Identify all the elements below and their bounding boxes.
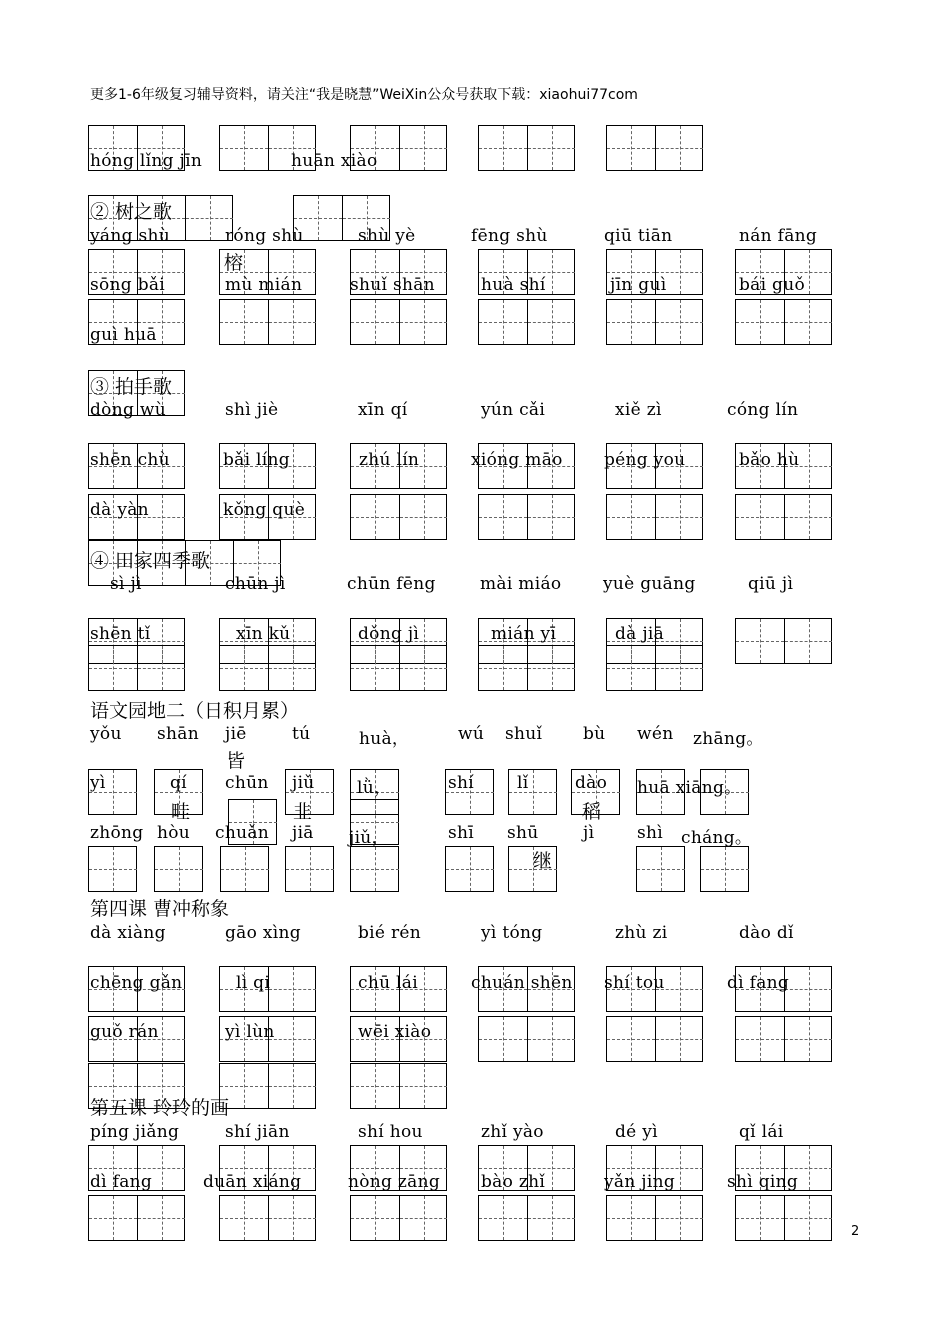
tianzige-cell: [637, 847, 685, 891]
tianzige-cell: [527, 495, 575, 539]
pinyin-label: duān xiáng: [203, 1172, 302, 1192]
pinyin-label: dào dǐ: [739, 923, 794, 943]
pinyin-label: bào zhǐ: [481, 1172, 546, 1192]
tianzige-cell: [736, 619, 784, 663]
tianzige-cell: [479, 646, 527, 690]
section-title: 第四课 曹冲称象: [90, 898, 230, 920]
pinyin-label: shuǐ shān: [350, 275, 435, 295]
tianzige-box[interactable]: [220, 846, 269, 892]
tianzige-box[interactable]: [606, 645, 703, 691]
pinyin-label: shù yè: [358, 226, 416, 246]
tianzige-cell: [220, 300, 268, 344]
tianzige-cell: [351, 300, 399, 344]
pinyin-label: chūn jì: [225, 574, 286, 594]
pinyin-label: shuǐ: [505, 724, 543, 744]
pinyin-label: shū: [507, 823, 539, 843]
pinyin-label: chūn: [225, 773, 269, 793]
tianzige-box[interactable]: [350, 299, 447, 345]
tianzige-cell: [268, 646, 316, 690]
pinyin-label: zhú lín: [359, 450, 420, 470]
pinyin-label: cháng。: [681, 828, 753, 848]
pinyin-label: xīn qí: [358, 400, 408, 420]
pinyin-label: tú: [292, 724, 311, 744]
pinyin-label: bù: [583, 724, 606, 744]
pinyin-label: xióng māo: [471, 450, 563, 470]
tianzige-cell: [399, 126, 447, 170]
pinyin-label: shí: [448, 773, 475, 793]
character-label: 皆: [226, 750, 246, 772]
tianzige-cell: [736, 300, 784, 344]
pinyin-label: huā xiāng。: [637, 778, 742, 798]
tianzige-cell: [268, 967, 316, 1011]
pinyin-label: mù mián: [225, 275, 303, 295]
tianzige-box[interactable]: [478, 299, 575, 345]
section-title: ② 树之歌: [90, 201, 173, 223]
pinyin-label: bǎo hù: [739, 450, 800, 470]
tianzige-cell: [268, 1196, 316, 1240]
tianzige-box[interactable]: [88, 846, 137, 892]
tianzige-box[interactable]: [735, 299, 832, 345]
pinyin-label: dà yàn: [90, 500, 149, 520]
pinyin-label: yì lùn: [225, 1022, 275, 1042]
pinyin-label: guì huā: [90, 325, 157, 345]
tianzige-box[interactable]: [606, 494, 703, 540]
pinyin-label: xiě zì: [615, 400, 662, 420]
pinyin-label: jiǔ，: [349, 828, 389, 848]
pinyin-label: dé yì: [615, 1122, 658, 1142]
character-label: 榕: [224, 252, 244, 274]
tianzige-cell: [527, 1017, 575, 1061]
tianzige-box[interactable]: [88, 1195, 185, 1241]
tianzige-cell: [220, 126, 268, 170]
tianzige-cell: [607, 1196, 655, 1240]
section-title: 语文园地二（日积月累）: [90, 700, 300, 722]
tianzige-cell: [137, 646, 185, 690]
tianzige-box[interactable]: [478, 494, 575, 540]
pinyin-label: róng shù: [225, 226, 304, 246]
tianzige-cell: [527, 300, 575, 344]
tianzige-cell: [446, 847, 494, 891]
pinyin-label: dào: [575, 773, 608, 793]
tianzige-box[interactable]: [350, 846, 399, 892]
tianzige-cell: [655, 300, 703, 344]
tianzige-cell: [351, 1196, 399, 1240]
tianzige-cell: [607, 300, 655, 344]
pinyin-label: péng you: [604, 450, 686, 470]
section-title: 第五课 玲玲的画: [90, 1097, 230, 1119]
tianzige-box[interactable]: [88, 645, 185, 691]
pinyin-label: yì tóng: [481, 923, 543, 943]
pinyin-label: bǎi líng: [223, 450, 290, 470]
pinyin-label: zhǐ yào: [481, 1122, 544, 1142]
pinyin-label: huà shí: [481, 275, 546, 295]
pinyin-label: huān xiào: [291, 151, 378, 171]
tianzige-cell: [655, 1017, 703, 1061]
tianzige-cell: [221, 847, 269, 891]
tianzige-box[interactable]: [735, 1016, 832, 1062]
tianzige-cell: [268, 300, 316, 344]
tianzige-cell: [399, 495, 447, 539]
pinyin-label: dǒng jì: [358, 624, 420, 644]
pinyin-label: shì qing: [727, 1172, 799, 1192]
tianzige-cell: [736, 1017, 784, 1061]
tianzige-box[interactable]: [285, 846, 334, 892]
tianzige-cell: [607, 495, 655, 539]
pinyin-label: sì jì: [110, 574, 142, 594]
tianzige-cell: [784, 967, 832, 1011]
tianzige-cell: [220, 1196, 268, 1240]
tianzige-box[interactable]: [735, 618, 832, 664]
tianzige-box[interactable]: [700, 846, 749, 892]
pinyin-label: gāo xìng: [225, 923, 301, 943]
pinyin-label: jiē: [225, 724, 247, 744]
tianzige-box[interactable]: [219, 645, 316, 691]
pinyin-label: lǜ，: [357, 778, 392, 798]
tianzige-cell: [89, 646, 137, 690]
pinyin-label: wén: [637, 724, 674, 744]
tianzige-box[interactable]: [606, 1195, 703, 1241]
pinyin-label: jì: [583, 823, 595, 843]
pinyin-label: shì: [637, 823, 664, 843]
pinyin-label: mài miáo: [480, 574, 562, 594]
tianzige-cell: [479, 1017, 527, 1061]
pinyin-label: zhōng: [90, 823, 144, 843]
tianzige-cell: [155, 847, 203, 891]
pinyin-label: yuè guāng: [603, 574, 696, 594]
pinyin-label: yǎn jing: [604, 1172, 676, 1192]
tianzige-cell: [399, 300, 447, 344]
pinyin-label: chūn fēng: [347, 574, 436, 594]
pinyin-label: shí jiān: [225, 1122, 290, 1142]
pinyin-label: huà，: [359, 729, 410, 749]
pinyin-label: wú: [458, 724, 485, 744]
tianzige-box[interactable]: [478, 125, 575, 171]
tianzige-box[interactable]: [508, 769, 557, 815]
tianzige-cell: [220, 646, 268, 690]
pinyin-label: yáng shù: [90, 226, 170, 246]
tianzige-cell: [607, 126, 655, 170]
tianzige-box[interactable]: [478, 1016, 575, 1062]
pinyin-label: zhāng。: [693, 729, 764, 749]
pinyin-label: chuǎn: [215, 823, 270, 843]
pinyin-label: shī: [448, 823, 475, 843]
tianzige-box[interactable]: [735, 1195, 832, 1241]
tianzige-box[interactable]: [350, 1195, 447, 1241]
pinyin-label: yì: [90, 773, 106, 793]
tianzige-box[interactable]: [735, 494, 832, 540]
tianzige-cell: [655, 126, 703, 170]
pinyin-label: cóng lín: [727, 400, 799, 420]
pinyin-label: jiā: [292, 823, 314, 843]
section-title: ④ 田家四季歌: [90, 550, 211, 572]
tianzige-cell: [607, 646, 655, 690]
tianzige-cell: [268, 1017, 316, 1061]
tianzige-box[interactable]: [478, 1195, 575, 1241]
pinyin-label: jīn guì: [610, 275, 667, 295]
tianzige-cell: [607, 1017, 655, 1061]
pinyin-label: shēn tǐ: [90, 624, 151, 644]
pinyin-label: dà xiàng: [90, 923, 166, 943]
tianzige-cell: [351, 1064, 399, 1108]
tianzige-box[interactable]: [606, 299, 703, 345]
character-label: 韭: [293, 801, 313, 823]
tianzige-cell: [351, 495, 399, 539]
tianzige-cell: [137, 1196, 185, 1240]
pinyin-label: dì fang: [727, 973, 790, 993]
pinyin-label: qǐ lái: [739, 1122, 784, 1142]
page-number: 2: [851, 1224, 860, 1239]
pinyin-label: nán fāng: [739, 226, 818, 246]
pinyin-label: píng jiǎng: [90, 1122, 180, 1142]
tianzige-cell: [479, 300, 527, 344]
tianzige-box[interactable]: [606, 125, 703, 171]
character-label: 畦: [171, 801, 191, 823]
tianzige-box[interactable]: [219, 1063, 316, 1109]
pinyin-label: yǒu: [90, 724, 122, 744]
pinyin-label: qí: [170, 773, 187, 793]
tianzige-cell: [399, 1196, 447, 1240]
tianzige-cell: [736, 495, 784, 539]
tianzige-cell: [399, 646, 447, 690]
pinyin-label: chuán shēn: [471, 973, 573, 993]
tianzige-box[interactable]: [350, 494, 447, 540]
pinyin-label: nòng zāng: [348, 1172, 441, 1192]
pinyin-label: chū lái: [358, 973, 418, 993]
tianzige-box[interactable]: [154, 846, 203, 892]
pinyin-label: shēn chù: [90, 450, 170, 470]
tianzige-box[interactable]: [636, 846, 685, 892]
tianzige-cell: [527, 126, 575, 170]
pinyin-label: sōng bǎi: [90, 275, 166, 295]
pinyin-label: chēng gǎn: [90, 973, 183, 993]
pinyin-label: dòng wù: [90, 400, 166, 420]
pinyin-label: qiū tiān: [604, 226, 673, 246]
pinyin-label: hóng lǐng jīn: [90, 151, 203, 171]
character-label: 继: [533, 850, 553, 872]
pinyin-label: hòu: [157, 823, 191, 843]
tianzige-cell: [784, 619, 832, 663]
pinyin-label: lǐ: [517, 773, 529, 793]
page-header: 更多1-6年级复习辅导资料，请关注“我是晓慧”WeiXin公众号获取下载：xiaohui77com: [90, 87, 638, 103]
pinyin-label: shí tou: [604, 973, 665, 993]
tianzige-cell: [655, 1196, 703, 1240]
pinyin-label: lì qi: [236, 973, 271, 993]
tianzige-box[interactable]: [478, 645, 575, 691]
tianzige-cell: [655, 495, 703, 539]
pinyin-label: dì fang: [90, 1172, 153, 1192]
pinyin-label: mián yī: [491, 624, 557, 644]
pinyin-label: zhù zi: [615, 923, 668, 943]
pinyin-label: shì jiè: [225, 400, 279, 420]
pinyin-label: fēng shù: [471, 226, 548, 246]
tianzige-cell: [655, 646, 703, 690]
pinyin-label: bié rén: [358, 923, 422, 943]
pinyin-label: dà jiā: [615, 624, 665, 644]
tianzige-cell: [784, 1017, 832, 1061]
tianzige-cell: [399, 1064, 447, 1108]
tianzige-cell: [784, 300, 832, 344]
tianzige-cell: [351, 646, 399, 690]
tianzige-box[interactable]: [606, 1016, 703, 1062]
tianzige-box[interactable]: [350, 645, 447, 691]
tianzige-cell: [784, 495, 832, 539]
pinyin-label: shān: [157, 724, 199, 744]
tianzige-cell: [89, 847, 137, 891]
tianzige-cell: [89, 1196, 137, 1240]
tianzige-cell: [479, 1196, 527, 1240]
pinyin-label: xīn kǔ: [236, 624, 291, 644]
pinyin-label: bái guǒ: [739, 275, 806, 295]
pinyin-label: wēi xiào: [358, 1022, 432, 1042]
tianzige-box[interactable]: [445, 846, 494, 892]
tianzige-box[interactable]: [219, 299, 316, 345]
tianzige-cell: [784, 1196, 832, 1240]
tianzige-cell: [701, 847, 749, 891]
tianzige-cell: [268, 1064, 316, 1108]
pinyin-label: guǒ rán: [90, 1022, 159, 1042]
tianzige-cell: [286, 847, 334, 891]
tianzige-cell: [527, 1196, 575, 1240]
section-title: ③ 拍手歌: [90, 376, 173, 398]
pinyin-label: shí hou: [358, 1122, 423, 1142]
tianzige-box[interactable]: [350, 1063, 447, 1109]
tianzige-cell: [736, 1196, 784, 1240]
tianzige-cell: [351, 847, 399, 891]
tianzige-cell: [479, 495, 527, 539]
pinyin-label: jiǔ: [292, 773, 315, 793]
tianzige-box[interactable]: [219, 1195, 316, 1241]
pinyin-label: qiū jì: [748, 574, 794, 594]
pinyin-label: yún cǎi: [481, 400, 546, 420]
character-label: 稻: [582, 801, 602, 823]
pinyin-label: kǒng què: [223, 500, 306, 520]
tianzige-cell: [479, 126, 527, 170]
tianzige-cell: [527, 646, 575, 690]
